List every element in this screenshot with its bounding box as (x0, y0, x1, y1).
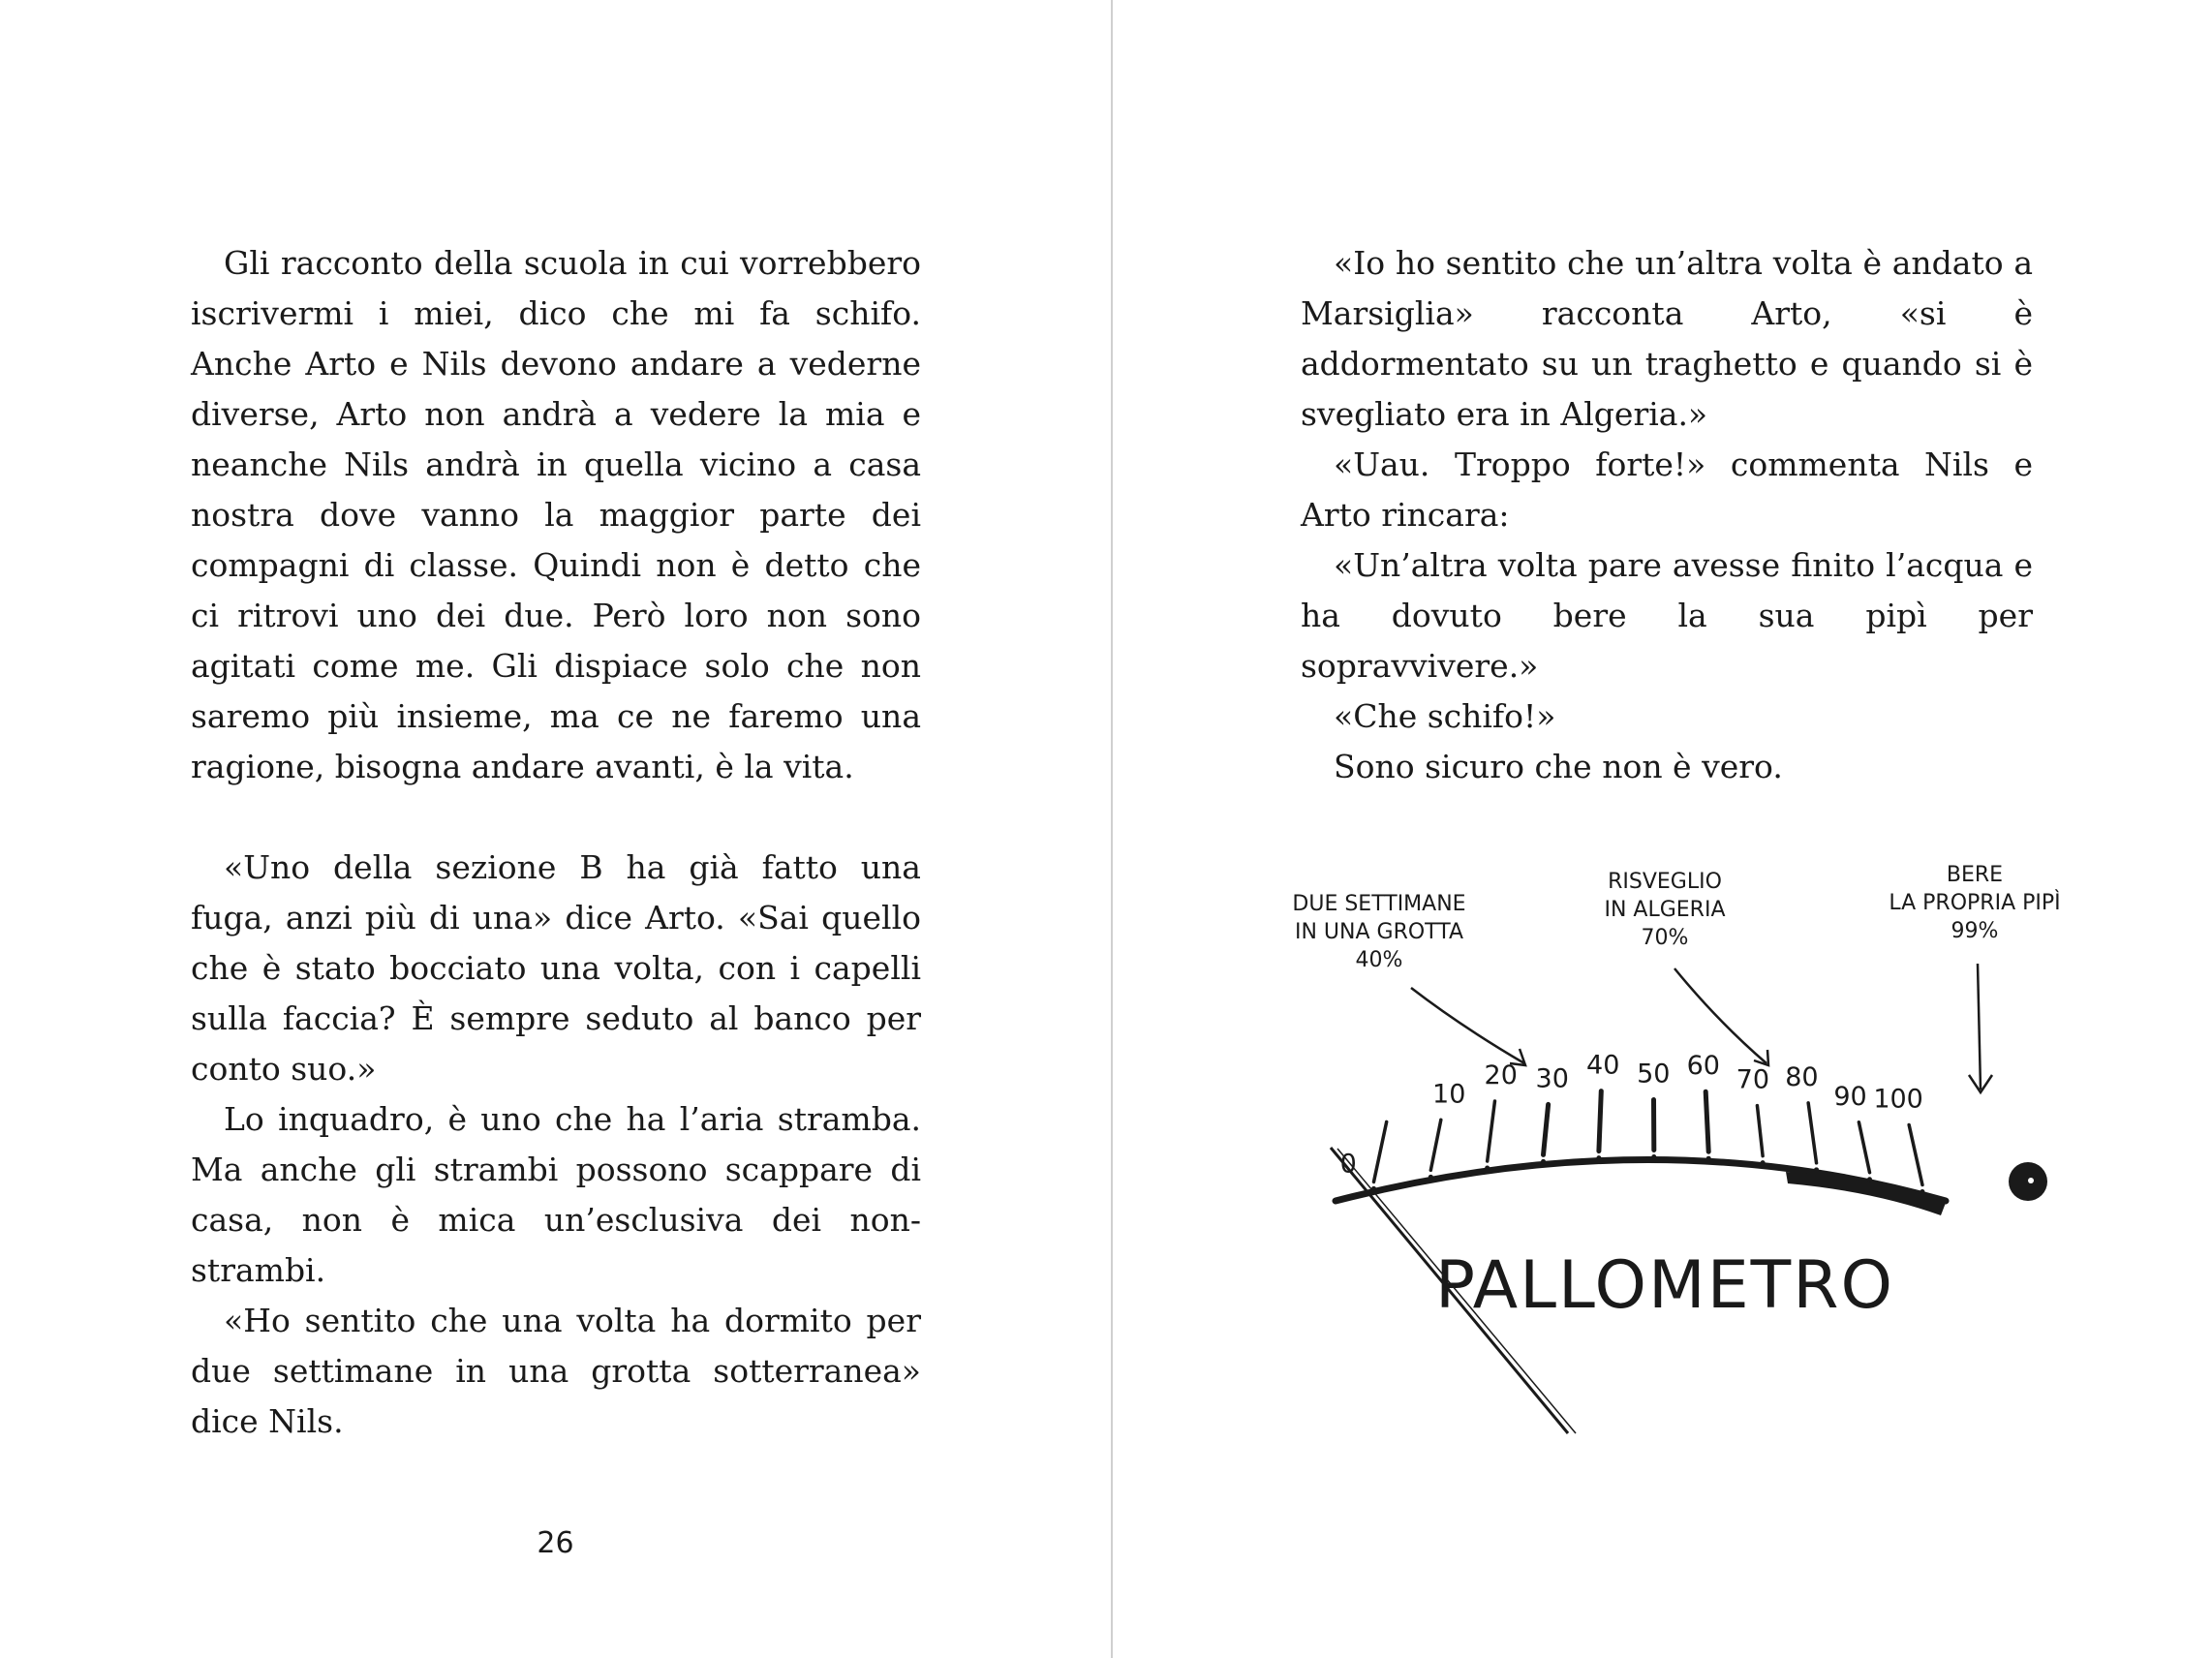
gauge-tick (1757, 1106, 1763, 1156)
annotation-line: BERE (1946, 863, 2004, 887)
gauge-tick-dot (1761, 1160, 1766, 1165)
annotation-arrow (1411, 988, 1524, 1063)
gauge-tick (1859, 1122, 1869, 1173)
left-text-column (191, 238, 921, 1447)
annotation-line: RISVEGLIO (1608, 870, 1722, 894)
paragraph: «Ho sentito che una volta ha dormito per due settimane in una grotta sotterranea» dice Nils. (191, 1302, 921, 1440)
gauge-tick (1544, 1104, 1549, 1154)
annotation-line: IN UNA GROTTA (1294, 920, 1464, 944)
gauge-scale-label: 60 (1686, 1051, 1720, 1082)
gauge-tick (1909, 1124, 1922, 1184)
annotation-line: 40% (1355, 948, 1403, 972)
gauge-title: PALLOMETRO (1435, 1247, 1894, 1324)
gauge-knob (2009, 1162, 2047, 1201)
annotation-line: IN ALGERIA (1604, 898, 1726, 922)
gauge-scale-label: 70 (1736, 1064, 1770, 1095)
paragraph: Lo inquadro, è uno che ha l’aria stramba. Ma anche gli strambi possono scappare di casa, non è mica un’esclusiva dei non-strambi. (191, 1100, 921, 1289)
gauge-tick (1488, 1101, 1495, 1161)
gauge-tick-dot (1541, 1159, 1546, 1164)
paragraph: «Uno della sezione B ha già fatto una fuga, anzi più di una» dice Arto. «Sai quello che è stato bocciato una volta, con i capelli sulla faccia? È sempre seduto al banco per conto suo.» (191, 848, 921, 1088)
gauge-tick-dot (1596, 1155, 1601, 1160)
annotation-grotta (1292, 892, 1525, 1065)
gauge-scale-label: 80 (1785, 1061, 1819, 1092)
annotation-arrow (1978, 964, 1981, 1090)
gauge-tick (1430, 1120, 1441, 1170)
paragraph: «Che schifo!» (1334, 697, 1556, 735)
gauge-scale-label: 90 (1833, 1081, 1867, 1112)
annotation-line: DUE SETTIMANE (1292, 892, 1466, 916)
annotation-arrow (1674, 968, 1767, 1063)
right-page (1113, 0, 2212, 1658)
annotation-line: LA PROPRIA PIPÌ (1889, 891, 2061, 915)
gauge-scale-label: 30 (1535, 1063, 1569, 1094)
gauge-scale-label: 0 (1339, 1149, 1357, 1180)
paragraph: Sono sicuro che non è vero. (1334, 748, 1783, 785)
gauge-tick (1373, 1121, 1386, 1182)
gauge-scale-label: 10 (1432, 1079, 1466, 1110)
annotation-pipi (1889, 863, 2060, 1092)
gauge-tick (1808, 1103, 1816, 1163)
gauge-tick-dot (1920, 1189, 1924, 1194)
annotation-line: 99% (1951, 919, 1999, 943)
annotation-line: 70% (1641, 926, 1689, 950)
gauge-tick (1705, 1091, 1708, 1151)
paragraph: Gli racconto della scuola in cui vorrebbero iscrivermi i miei, dico che mi fa schifo. Anche Arto e Nils devono andare a vederne diverse, Arto non andrà a vedere la mia e neanche Nils andrà in quella vicino a casa nostra dove vanno la maggior parte dei compagni di classe. Quindi non è detto che ci ritrovi uno dei due. Però loro non sono agitati come me. Gli dispiace solo che non saremo più insieme, ma ce ne faremo una ragione, bisogna andare avanti, è la vita. (191, 244, 921, 785)
gauge-tick-dot (1429, 1175, 1433, 1180)
paragraph: «Uau. Troppo forte!» commenta Nils e Arto rincara: (1301, 445, 2033, 534)
gauge-scale-label: 100 (1873, 1084, 1923, 1115)
pallometro-gauge-illustration (1113, 843, 2212, 1462)
gauge-tick-dot (1814, 1167, 1819, 1172)
gauge-tick-dot (1485, 1165, 1490, 1170)
gauge-tick-dot (1867, 1177, 1872, 1182)
gauge-scale-label: 40 (1586, 1050, 1620, 1081)
right-text-column (1301, 238, 2033, 792)
gauge-scale-label: 50 (1637, 1059, 1671, 1090)
gauge-knob-dot (2028, 1178, 2034, 1183)
paragraph: «Un’altra volta pare avesse finito l’acqua e ha dovuto bere la sua pipì per sopravvivere.» (1301, 546, 2033, 685)
gauge-tick-dot (1651, 1154, 1656, 1159)
gauge-tick-dot (1706, 1156, 1711, 1161)
annotation-algeria (1604, 870, 1768, 1065)
paragraph: «Io ho sentito che un’altra volta è andato a Marsiglia» racconta Arto, «si è addormentato su un traghetto e quando si è svegliato era in Algeria.» (1301, 244, 2033, 433)
gauge-scale-label: 20 (1484, 1059, 1518, 1090)
gauge-tick (1599, 1091, 1601, 1151)
page-number: 26 (537, 1526, 574, 1560)
gauge-drawing (1113, 843, 2212, 1462)
